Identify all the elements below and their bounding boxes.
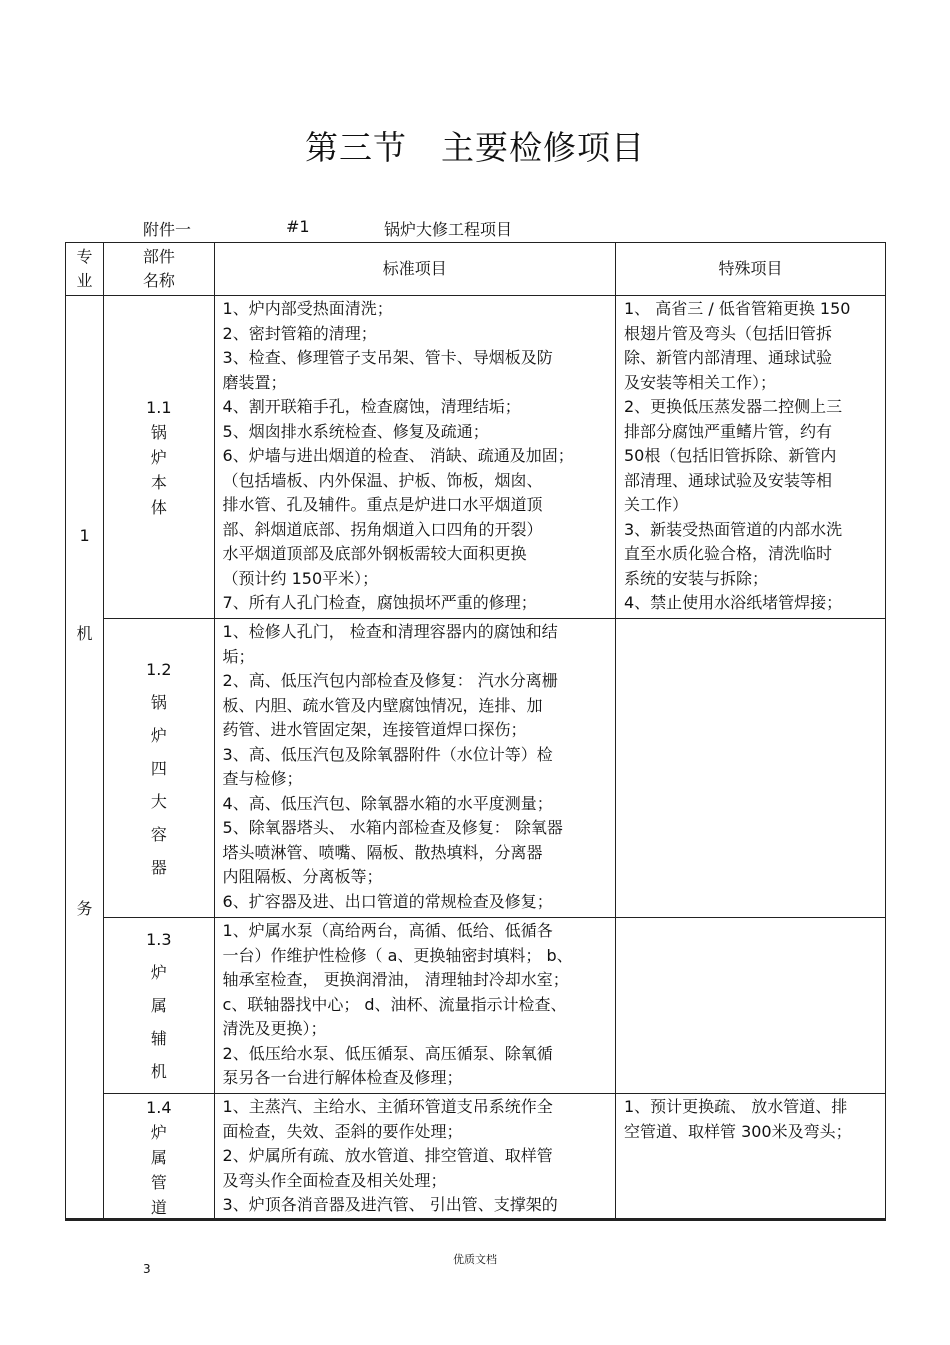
repair-items-table [65,242,886,1221]
table-row [66,918,886,1094]
part-name-char: 属 [150,1147,167,1167]
standard-item-line: 一台）作维护性检修（ a、更换轴密封填料； b、 [222,945,573,965]
special-item-line: 4、禁止使用水浴纸堵管焊接； [623,593,843,612]
major-text: 机 [76,624,93,643]
standard-items-cell [214,619,615,918]
header-special: 特殊项目 [615,243,885,296]
major-text: 1 [79,526,90,545]
part-name-char: 器 [150,857,167,877]
part-name-char: 炉 [150,963,167,982]
table-row [66,1094,886,1221]
standard-item-line: 排水管、孔及辅件。重点是炉进口水平烟道顶 [222,495,543,514]
part-name-char: 炉 [150,725,167,745]
project-label: 锅炉大修工程项目 [384,220,513,239]
major-text: 务 [76,899,93,918]
special-item-line: 关工作） [623,495,688,514]
special-item-line: 50根（包括旧管拆除、新管内 [623,446,837,465]
header-major: 专 业 [66,243,104,296]
part-number: 1.3 [146,930,172,949]
special-item-line: 及安装等相关工作）； [623,372,776,392]
major-cell [66,296,104,1221]
part-name-char: 道 [150,1197,167,1217]
special-item-line: 直至水质化验合格，清洗临时 [623,544,832,563]
standard-item-line: 4、割开联箱手孔，检查腐蚀，清理结垢； [222,397,521,416]
standard-item-line: 水平烟道顶部及底部外钢板需较大面积更换 [222,544,527,563]
standard-item-line: c、联轴器找中心； d、油杯、流量指示计检查、 [222,994,567,1014]
part-name-char: 属 [150,996,167,1015]
table-bottom-border [65,1218,886,1220]
special-item-line: 1、预计更换疏、 放水管道、排 [623,1097,848,1116]
standard-item-line: 1、检修人孔门， 检查和清理容器内的腐蚀和结 [222,622,558,641]
standard-item-line: 6、扩容器及进、出口管道的常规检查及修复； [222,891,553,911]
standard-item-line: 7、所有人孔门检查，腐蚀损坏严重的修理； [222,593,537,612]
standard-item-line: 4、高、低压汽包、除氧器水箱的水平度测量； [222,793,553,813]
special-item-line: 2、更换低压蒸发器二控侧上三 [623,397,843,416]
part-name-char: 容 [150,824,167,844]
attachment-label: 附件一 [143,220,192,239]
part-name-char: 大 [150,791,167,811]
special-item-line: 除、新管内部清理、通球试验 [623,348,832,367]
header-standard: 标准项目 [214,243,615,296]
part-name-char: 管 [150,1172,167,1192]
standard-item-line: 塔头喷淋管、喷嘴、隔板、散热填料，分离器 [222,842,543,862]
part-number: 1.2 [146,659,172,679]
standard-item-line: 3、炉顶各消音器及进汽管、 引出管、支撑架的 [222,1195,558,1214]
unit-label: #1 [286,217,310,236]
special-item-line: 根翅片管及弯头（包括旧管拆 [623,323,832,343]
part-name-char: 炉 [150,1122,167,1142]
special-items-cell [615,619,885,918]
standard-item-line: （包括墙板、内外保温、护板、饰板，烟囱、 [222,470,543,490]
part-number: 1.4 [146,1097,172,1117]
part-name-char: 炉 [150,447,167,467]
special-item-line: 3、新装受热面管道的内部水洗 [623,519,843,539]
special-items-cell [615,918,885,1094]
table-row [66,296,886,619]
part-name-cell [104,918,214,1094]
part-name-char: 锅 [150,692,167,712]
part-name-char: 机 [150,1062,167,1081]
standard-item-line: 5、除氧器塔头、 水箱内部检查及修复： 除氧器 [222,818,563,837]
standard-item-line: 1、炉属水泵（高给两台，高循、低给、低循各 [222,921,553,940]
standard-item-line: 轴承室检查， 更换润滑油， 清理轴封冷却水室； [222,970,569,989]
part-name-cell [104,296,214,619]
standard-item-line: 面检查，失效、歪斜的要作处理； [222,1121,463,1141]
special-item-line: 系统的安装与拆除； [623,568,768,588]
standard-item-line: 2、低压给水泵、低压循泵、高压循泵、除氧循 [222,1043,553,1063]
standard-item-line: 2、高、低压汽包内部检查及修复： 汽水分离栅 [222,671,558,690]
part-name-char: 锅 [150,422,167,442]
special-items-cell [615,1094,885,1221]
standard-item-line: 磨装置； [222,372,287,392]
standard-item-line: 1、主蒸汽、主给水、主循环管道支吊系统作全 [222,1097,553,1116]
standard-item-line: 5、烟囱排水系统检查、修复及疏通； [222,421,489,441]
special-items-cell [615,296,885,619]
standard-items-cell [214,1094,615,1221]
standard-item-line: 垢； [222,646,255,666]
standard-item-line: 2、密封管箱的清理； [222,323,377,343]
standard-item-line: 板、内胆、疏水管及内壁腐蚀情况，连排、加 [222,695,543,715]
standard-items-cell [214,918,615,1094]
footer-watermark: 优质文档 [453,1253,497,1266]
standard-item-line: 泵另各一台进行解体检查及修理； [222,1068,463,1087]
part-name-cell [104,619,214,918]
part-name-char: 体 [150,497,167,517]
standard-item-line: 查与检修； [222,769,303,788]
standard-item-line: 部、斜烟道底部、拐角烟道入口四角的开裂） [222,519,543,539]
part-name-char: 本 [150,472,167,492]
standard-item-line: 及弯头作全面检查及相关处理； [222,1170,447,1190]
standard-item-line: 3、检查、修理管子支吊架、管卡、导烟板及防 [222,348,553,367]
part-number: 1.1 [146,397,172,417]
standard-item-line: 清洗及更换）； [222,1019,327,1038]
standard-item-line: 2、炉属所有疏、放水管道、排空管道、取样管 [222,1146,553,1165]
standard-item-line: 药管、进水管固定架，连接管道焊口探伤； [222,720,527,739]
part-name-char: 辅 [150,1029,167,1048]
table-header-row [66,243,886,296]
part-name-char: 四 [150,758,167,778]
standard-items-cell [214,296,615,619]
special-item-line: 排部分腐蚀严重鳍片管，约有 [623,421,832,441]
part-name-cell [104,1094,214,1221]
special-item-line: 部清理、通球试验及安装等相 [623,470,832,490]
standard-item-line: 6、炉墙与进出烟道的检查、 消缺、疏通及加固； [222,446,574,465]
table-row [66,619,886,918]
special-item-line: 1、 高省三 / 低省管箱更换 150 [623,299,851,318]
header-part: 部件 名称 [104,243,214,296]
standard-item-line: （预计约 150平米）； [222,568,379,588]
page-title: 第三节 主要检修项目 [305,128,645,167]
page-number: 3 [143,1262,151,1276]
standard-item-line: 3、高、低压汽包及除氧器附件（水位计等）检 [222,744,553,764]
special-item-line: 空管道、取样管 300米及弯头； [623,1121,852,1141]
standard-item-line: 内阻隔板、分离板等； [222,867,383,886]
standard-item-line: 1、炉内部受热面清洗； [222,299,393,318]
